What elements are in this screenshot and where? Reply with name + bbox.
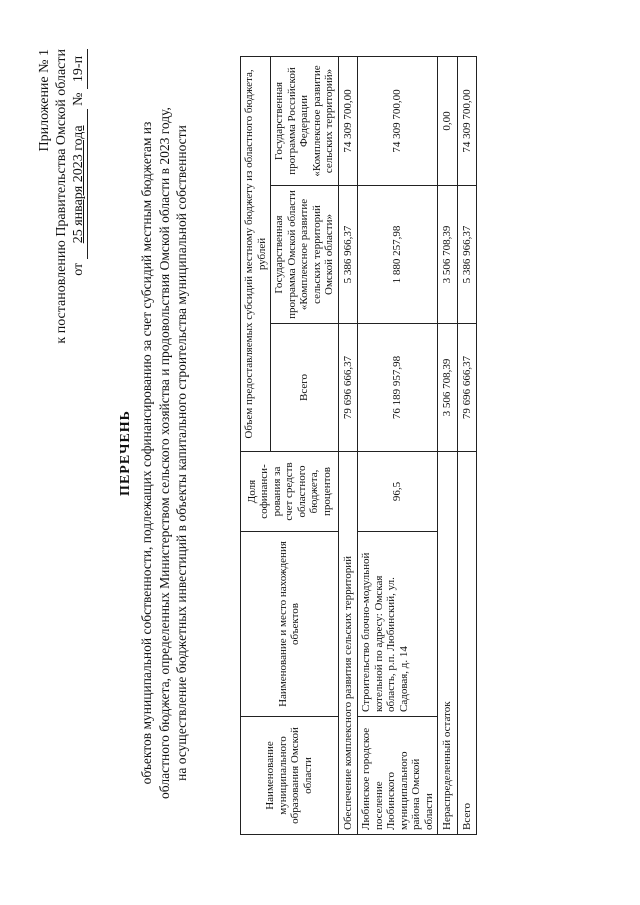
header-share: Доля софинанси-рования за счет средств областного бюджета, процентов: [241, 451, 339, 531]
row-federal: 74 309 700,00: [358, 56, 438, 185]
row-municipality: Любинское городское поселение Любинского муниципального района Омской области: [358, 716, 438, 834]
unallocated-label: Нераспределенный остаток: [438, 451, 458, 834]
grand-total-federal: 74 309 700,00: [457, 56, 477, 185]
grand-total-total: 79 696 666,37: [457, 323, 477, 451]
section-row: [338, 56, 358, 834]
grand-total-label: Всего: [457, 451, 477, 834]
row-total: 76 189 957,98: [358, 323, 438, 451]
annex-number: 19-п: [70, 49, 88, 89]
annex-number-sign: №: [71, 92, 86, 106]
grand-total-regional: 5 386 966,37: [457, 185, 477, 323]
row-regional: 1 880 257,98: [358, 185, 438, 323]
unallocated-federal: 0,00: [438, 56, 458, 185]
unallocated-row: [438, 56, 458, 834]
annex-date: 25 января 2023 года: [70, 109, 88, 259]
row-share: 96,5: [358, 451, 438, 531]
section-federal: 74 309 700,00: [338, 56, 358, 185]
annex-block: [36, 49, 88, 344]
header-object: Наименование и место нахождения объектов: [241, 531, 339, 716]
unallocated-regional: 3 506 708,39: [438, 185, 458, 323]
header-federal: Государственная программа Российской Федерации «Комплексное развитие сельских территорий»: [271, 56, 339, 185]
unallocated-total: 3 506 708,39: [438, 323, 458, 451]
annex-from-label: от: [71, 262, 86, 276]
section-regional: 5 386 966,37: [338, 185, 358, 323]
document-title: ПЕРЕЧЕНЬ: [118, 409, 133, 496]
header-total: Всего: [271, 323, 339, 451]
header-municipality: Наименование муниципального образования Омской области: [241, 716, 339, 834]
objects-table: [240, 56, 477, 835]
grand-total-row: [457, 56, 477, 834]
section-title: Обеспечение комплексного развития сельских территорий: [338, 451, 358, 834]
table-row: [358, 56, 438, 834]
row-object: Строительство блочно-модульной котельной по адресу: Омская область, р.п. Любинский, ул. Садовая, д. 14: [358, 531, 438, 716]
annex-date-line: [70, 49, 88, 344]
annex-resolution-line: к постановлению Правительства Омской области: [54, 48, 69, 344]
header-volume: Объем предоставляемых субсидий местному бюджету из областного бюджета, рублей: [241, 56, 271, 451]
annex-title: Приложение № 1: [37, 48, 52, 151]
section-total: 79 696 666,37: [338, 323, 358, 451]
document-subtitle: объектов муниципальной собственности, подлежащих софинансированию за счет субсидий местным бюджетам из областного бюджета, определенных Министерством сельского хозяйства и продовольствия Омской области в 2023 году, на осуществление бюджетных инвестиций в объекты капитального строительства муниципальной собственности: [139, 106, 189, 799]
header-regional: Государственная программа Омской области «Комплексное развитие сельских территорий Омской области»: [271, 185, 339, 323]
document-page: [30, 13, 610, 893]
